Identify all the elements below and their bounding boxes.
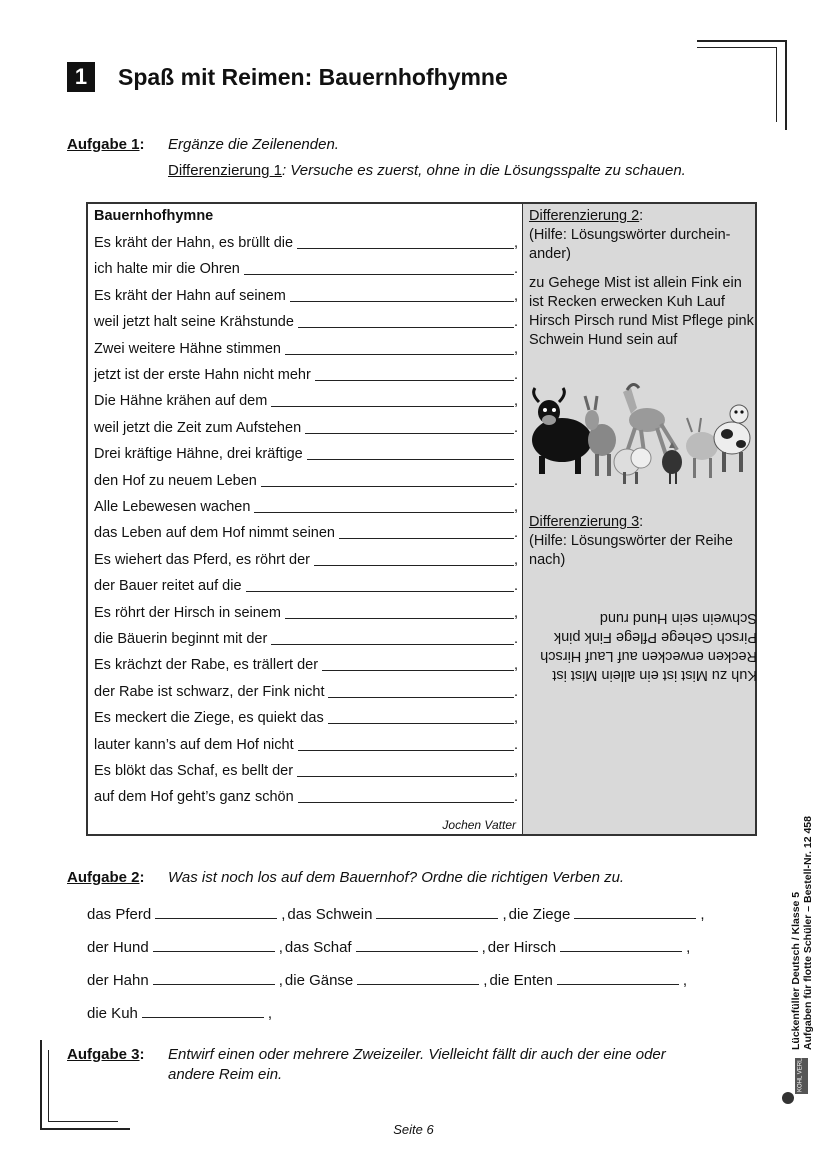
poem-line [94,522,518,544]
answer-blank[interactable] [307,458,514,460]
animal-label: das Schaf [284,939,352,956]
line-punctuation: , [514,657,519,674]
poem-line-text: Zwei weitere Hähne stimmen [94,340,281,357]
line-punctuation: . [514,789,519,806]
poem-line-text: lauter kann’s auf dem Hof nicht [94,736,294,753]
task2-row [87,939,692,956]
answer-blank[interactable] [314,564,514,566]
task1-differenzierung: Differenzierung 1: Versuche es zuerst, ohne in die Lösungsspalte zu schauen. [168,162,686,179]
bull-icon [532,388,592,474]
svg-text:KOHL VERLAG: KOHL VERLAG [797,1058,804,1092]
answer-blank[interactable] [246,590,514,592]
poem-line-text: weil jetzt halt seine Krähstunde [94,314,294,331]
poem-line-text: Es wiehert das Pferd, es röhrt der [94,551,310,568]
line-punctuation: , [514,340,519,357]
animal-label: die Enten [489,972,553,989]
poem-line [94,364,518,386]
poem-line-text: Es meckert die Ziege, es quiekt das [94,710,324,727]
animal-label: das Schwein [287,906,373,923]
poem-line [94,549,518,571]
comma-separator: , [278,939,283,956]
verb-blank[interactable] [560,950,682,952]
page-title: Spaß mit Reimen: Bauernhofhymne [118,64,508,90]
poem-line-text: weil jetzt die Zeit zum Aufstehen [94,419,302,436]
verb-blank[interactable] [356,950,478,952]
comma-separator: , [281,906,286,923]
publisher-logo-icon [778,1058,810,1108]
task1-label: Aufgabe 1: [67,136,145,153]
poem-line-text: auf dem Hof geht’s ganz schön [94,789,294,806]
poem-line [94,417,518,439]
poem-line [94,232,518,254]
poem-line [94,285,518,307]
poem-line [94,575,518,597]
answer-blank[interactable] [271,405,514,407]
answer-blank[interactable] [285,353,514,355]
poem-line-text: Drei kräftige Hähne, drei kräftige [94,446,303,463]
animal-label: die Kuh [87,1005,138,1022]
verb-blank[interactable] [574,917,696,919]
animal-label: der Hahn [87,972,149,989]
goat-icon [686,418,718,478]
comma-separator: , [686,939,691,956]
task2-row [87,1005,274,1022]
animal-label: die Ziege [508,906,571,923]
verb-blank[interactable] [557,983,679,985]
diff2-hint: (Hilfe: Lösungswörter durchein-ander) [529,227,731,262]
poem-line [94,443,518,465]
answer-blank[interactable] [298,326,514,328]
line-punctuation: , [514,499,519,515]
answer-blank[interactable] [271,643,514,645]
answer-blank[interactable] [328,722,514,724]
poem-line [94,707,518,729]
comma-separator: , [481,939,486,956]
poem-line-text: Alle Lebewesen wachen [94,499,251,515]
line-punctuation: . [514,736,519,753]
animal-label: die Gänse [284,972,354,989]
verb-blank[interactable] [153,950,275,952]
poem-line [94,258,518,280]
corner-decoration-top-h2 [697,47,777,48]
verb-blank[interactable] [357,983,479,985]
poem-title: Bauernhofhymne [94,208,214,224]
poem-line [94,760,518,782]
poem-line [94,496,518,518]
answer-blank[interactable] [244,273,514,275]
answer-blank[interactable] [297,775,514,777]
verb-blank[interactable] [142,1016,264,1018]
task3-text-line2: andere Reim ein. [168,1066,283,1083]
poem-line [94,734,518,756]
comma-separator: , [483,972,488,989]
answer-blank[interactable] [290,300,514,302]
verb-blank[interactable] [153,983,275,985]
line-punctuation: . [514,419,519,436]
line-punctuation: . [514,314,519,331]
poem-line-text: Es kräht der Hahn, es brüllt die [94,235,294,251]
corner-decoration-bottom-v1 [40,1040,42,1130]
poem-table [86,202,757,836]
animal-label: der Hirsch [487,939,557,956]
task3-text-line1: Entwirf einen oder mehrere Zweizeiler. Vielleicht fällt dir auch der eine oder [168,1046,666,1063]
task3-label: Aufgabe 3: [67,1046,145,1063]
poem-line-text: ich halte mir die Ohren [94,261,240,278]
poem-line-text: der Rabe ist schwarz, der Fink nicht [94,683,325,700]
task2-row [87,906,707,923]
task2-row [87,972,689,989]
donkey-icon [585,396,616,476]
answer-blank[interactable] [285,617,514,619]
animal-label: das Pferd [87,906,152,923]
solution-column [523,204,755,834]
task2-label: Aufgabe 2: [67,869,145,886]
poem-line [94,681,518,703]
diff3-label: Differenzierung 3: [529,514,644,530]
answer-blank[interactable] [322,669,514,671]
line-punctuation: . [514,525,519,542]
section-number: 1 [67,62,95,92]
line-punctuation: , [514,710,519,727]
poem-line-text: das Leben auf dem Hof nimmt seinen [94,525,335,542]
comma-separator: , [267,1005,273,1022]
task1-text: Ergänze die Zeilenenden. [168,136,339,153]
line-punctuation: . [514,578,519,595]
poem-line [94,311,518,333]
line-punctuation: . [514,683,519,700]
line-punctuation: , [514,393,519,410]
poem-column [88,204,523,834]
poem-line [94,654,518,676]
corner-decoration-top-v2 [776,47,777,122]
comma-separator: , [278,972,283,989]
poem-author: Jochen Vatter [442,818,516,832]
answer-blank[interactable] [305,432,514,434]
verb-blank[interactable] [376,917,498,919]
answer-blank[interactable] [315,379,514,381]
animal-label: der Hund [87,939,149,956]
answer-blank[interactable] [261,485,514,487]
sheep-icon [614,448,651,484]
poem-line-text: der Bauer reitet auf die [94,578,242,595]
poem-line-text: Es röhrt der Hirsch in seinem [94,604,281,621]
poem-line-text: Es kräht der Hahn auf seinem [94,287,286,304]
answer-blank[interactable] [298,749,514,751]
corner-decoration-bottom-v2 [48,1050,49,1122]
line-punctuation: . [514,261,519,278]
verb-blank[interactable] [155,917,277,919]
comma-separator: , [502,906,507,923]
comma-separator: , [700,906,705,923]
diff2-label: Differenzierung 2: [529,208,644,224]
vertical-publisher-info: Lückenfüller Deutsch / Klasse 5 Aufgaben für flotte Schüler – Bestell-Nr. 12 458 [790,816,814,1050]
farm-animals-illustration [527,380,753,492]
corner-decoration-top-h1 [697,40,787,42]
poem-line-text: jetzt ist der erste Hahn nicht mehr [94,367,311,383]
poem-line-text: Es krächzt der Rabe, es trällert der [94,657,319,674]
task2-text: Was ist noch los auf dem Bauernhof? Ordne die richtigen Verben zu. [168,869,625,886]
line-punctuation: . [514,367,519,383]
line-punctuation: , [514,763,519,779]
comma-separator: , [682,972,688,989]
poem-line [94,628,518,650]
line-punctuation: , [514,235,519,251]
line-punctuation: , [514,551,519,568]
diff2-words: zu Gehege Mist ist allein Fink ein ist Recken erwecken Kuh Lauf Hirsch Pirsch rund Mist Pflege pink Schwein Hund sein auf [529,275,754,348]
horse-icon [623,384,677,460]
page-number: Seite 6 [393,1122,434,1137]
answer-blank[interactable] [298,801,514,803]
line-punctuation: . [514,631,519,647]
answer-blank[interactable] [328,696,514,698]
poem-line [94,786,518,808]
diff3-words-upside-down: Kuh zu Mist ist ein allein Mist ist Recken erwecken auf Lauf Hirsch Pirsch Gehege Pflege Fink pink Schwein sein Hund rund [540,610,757,683]
line-punctuation: , [514,287,519,304]
cow-icon [714,405,750,472]
line-punctuation: , [514,604,519,621]
line-punctuation: . [514,472,519,489]
answer-blank[interactable] [297,247,514,249]
poem-line-text: Es blökt das Schaf, es bellt der [94,763,294,779]
poem-line [94,338,518,360]
poem-line-text: Die Hähne krähen auf dem [94,393,268,410]
diff3-hint: (Hilfe: Lösungswörter der Reihe nach) [529,533,733,568]
answer-blank[interactable] [339,537,514,539]
publisher-logo [778,1058,810,1108]
answer-blank[interactable] [254,511,514,513]
poem-line [94,390,518,412]
poem-line-text: den Hof zu neuem Leben [94,472,257,489]
poem-line [94,470,518,492]
poem-line [94,602,518,624]
poem-line-text: die Bäuerin beginnt mit der [94,631,268,647]
corner-decoration-top-v1 [785,40,787,130]
